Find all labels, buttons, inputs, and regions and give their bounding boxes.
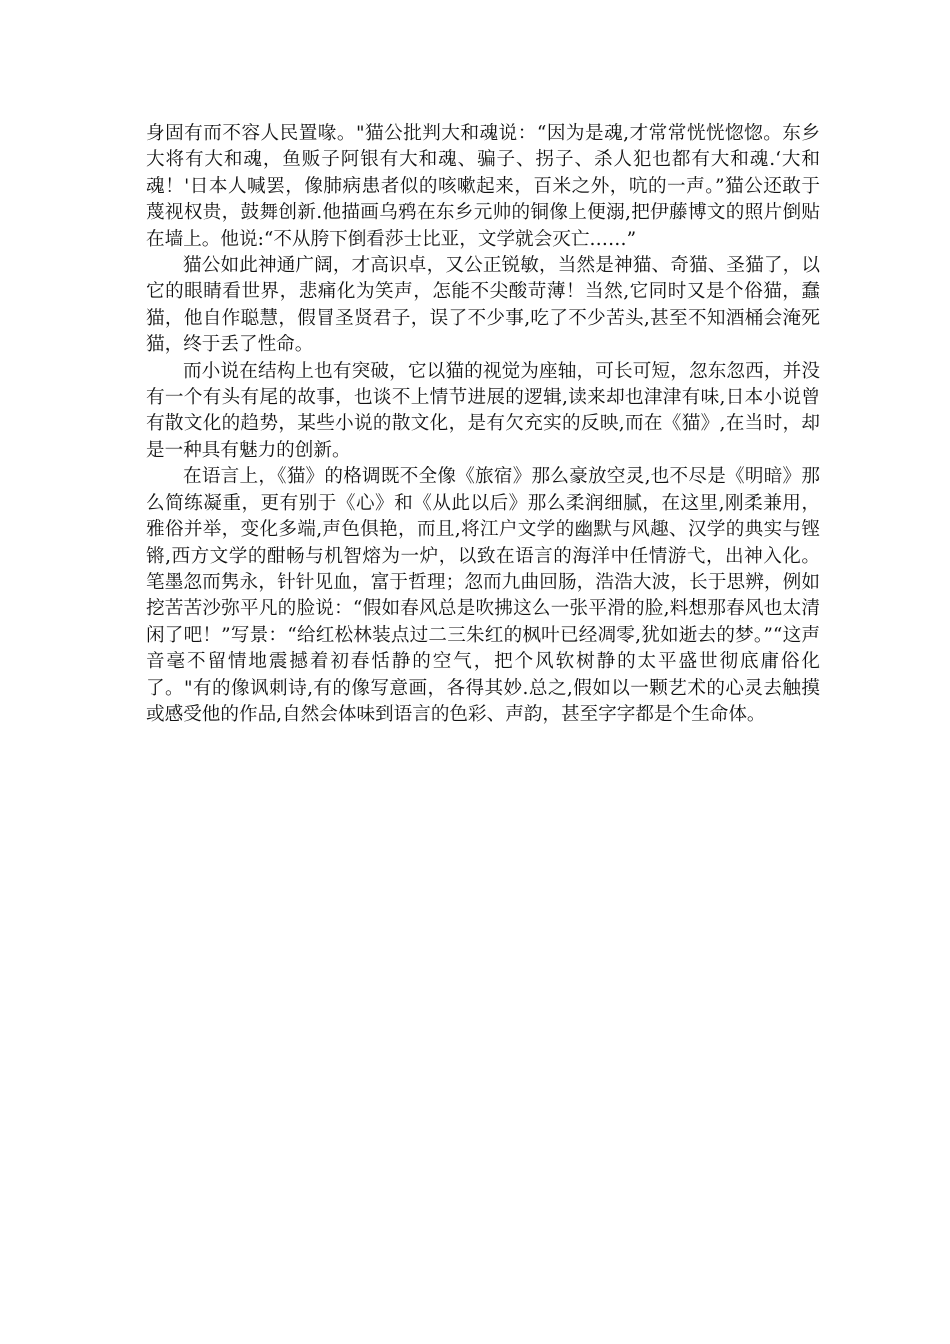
paragraph-2: 猫公如此神通广阔，才高识卓，又公正锐敏，当然是神猫、奇猫、圣猫了，以它的眼睛看世界，悲痛化为笑声，怎能不尖酸苛薄！当然,它同时又是个俗猫，蠢猫，他自作聪慧，假冒圣贤君子，误了不少事,吃了不少苦头,甚至不知酒桶会淹死猫，终于丢了性命。 [146,255,820,356]
paragraph-3: 而小说在结构上也有突破，它以猫的视觉为座轴，可长可短，忽东忽西，并没有一个有头有尾的故事，也谈不上情节进展的逻辑,读来却也津津有味,日本小说曾有散文化的趋势，某些小说的散文化，是有欠充实的反映,而在《猫》,在当时，却是一种具有魅力的创新。 [146,360,820,461]
paragraph-4: 在语言上，《猫》的格调既不全像《旅宿》那么豪放空灵,也不尽是《明暗》那么简练凝重，更有别于《心》和《从此以后》那么柔润细腻，在这里,刚柔兼用，雅俗并举，变化多端,声色俱艳，而且,将江户文学的幽默与风趣、汉学的典实与铿锵,西方文学的酣畅与机智熔为一炉，以致在语言的海洋中任情游弋，出神入化。笔墨忽而隽永，针针见血，富于哲理；忽而九曲回肠，浩浩大波，长于思辨，例如挖苦苦沙弥平凡的脸说：“假如春风总是吹拂这么一张平滑的脸,料想那春风也太清闲了吧！”写景：“给红松林装点过二三朱红的枫叶已经凋零,犹如逝去的梦。”“这声音毫不留情地震撼着初春恬静的空气，把个风软树静的太平盛世彻底庸俗化了。"有的像讽刺诗,有的像写意画，各得其妙.总之,假如以一颗艺术的心灵去触摸或感受他的作品,自然会体味到语言的色彩、声韵，甚至字字都是个生命体。 [146,466,820,725]
body-text [146,121,820,728]
paragraph-1: 身固有而不容人民置喙。"猫公批判大和魂说：“因为是魂,才常常恍恍惚惚。东乡大将有大和魂，鱼贩子阿银有大和魂、骗子、拐子、杀人犯也都有大和魂.‘大和魂！'日本人喊罢，像肺病患者似的咳嗽起来，百米之外，吭的一声。”猫公还敢于蔑视权贵，鼓舞创新.他描画乌鸦在东乡元帅的铜像上便溺,把伊藤博文的照片倒贴在墙上。他说:“不从胯下倒看莎士比亚，文学就会灭亡……” [146,123,820,250]
